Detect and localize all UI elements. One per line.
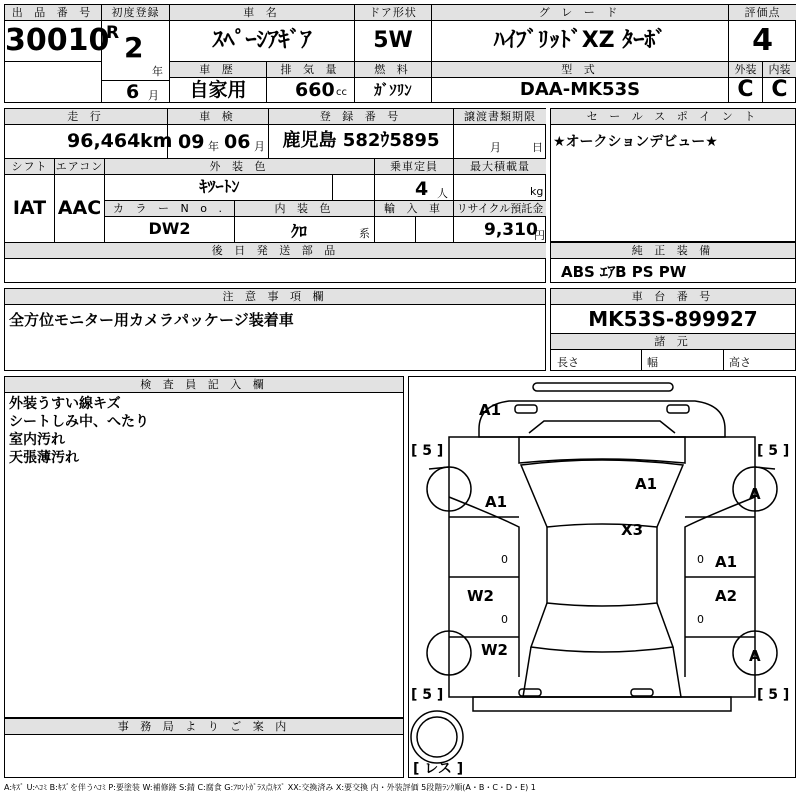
door-cell [355,5,432,62]
transfer-deadline-label: 譲渡書類期限 [454,109,546,125]
capacity-value: 4 [415,178,429,200]
sales-point-label: セ ー ル ス ポ イ ン ト [551,109,795,125]
tread-front-left: [ 5 ] [411,443,444,459]
capacity-unit: 人 [437,187,448,200]
inspector-line-2: シートしみ中、へたり [9,414,149,430]
grade-cell [432,5,729,62]
mark-left-front-door: W2 [467,587,494,605]
aircon-value: AAC [57,197,102,219]
fuel-label: 燃 料 [355,62,431,78]
width-label: 幅 [647,356,658,369]
legend: A:ｷｽﾞ U:ﾍｺﾐ B:ｷｽﾞを伴うﾍｺﾐ P:要塗装 W:補修跡 S:錆 C:腐食 G:ﾌﾛﾝﾄｶﾞﾗｽ点ｷｽﾞ XX:交換済み X:要交換 内・外装評価 5段階ﾗﾝｸ順(A・B・C・D・E) 1 [4,783,536,792]
transfer-day: 日 [532,141,543,154]
aircon-cell [55,159,105,243]
max-load-unit: kg [530,185,544,198]
mark-right-rear-wheel: A [749,647,761,665]
notes-box [4,288,546,371]
month-value: 6 [126,81,140,103]
displacement-cell [267,62,355,103]
office-box [4,718,404,778]
equipment-label: 純 正 装 備 [551,243,795,259]
zero-left-rear: 0 [501,613,508,626]
year-value: 2 [124,31,144,64]
model-value: DAA-MK53S [519,79,641,100]
exterior-color-value: ｷﾂｰﾄﾝ [199,177,240,196]
mark-hood: A1 [635,475,658,493]
interior-grade-cell [763,62,796,103]
shift-label: シフト [5,159,54,175]
tread-rear-right: [ 5 ] [757,687,790,703]
inspection-cell [168,109,269,159]
capacity-cell [375,159,454,201]
transfer-month: 月 [490,141,501,154]
exterior-grade-cell [729,62,763,103]
sales-point-box [550,108,796,242]
car-name-label: 車 名 [170,5,354,21]
car-diagram-svg [409,377,795,777]
inspector-line-4: 天張薄汚れ [9,450,79,466]
color-number-label: カ ラ ー N o . [105,201,234,217]
later-parts-cell [5,243,546,283]
interior-grade-label: 内装 [763,62,796,78]
month-unit: 月 [148,89,159,102]
recycle-value: 9,310 [484,220,538,240]
chassis-label: 車 台 番 号 [551,289,795,305]
exterior-color-cell [105,159,375,201]
mark-windshield: X3 [621,521,644,539]
mark-front-bumper: A1 [479,401,502,419]
history-cell [170,62,267,103]
displacement-unit: cc [336,87,347,98]
recycle-label: リサイクル預託金 [454,201,546,217]
chassis-box [550,288,796,371]
registration-value: 鹿児島 582ｳ5895 [282,130,440,151]
mileage-unit: km [140,130,173,152]
mark-right-front-door: A2 [715,587,738,605]
max-load-label: 最大積載量 [454,159,546,175]
score-cell [729,5,796,62]
specs-label: 諸 元 [551,334,795,350]
zero-right-front: 0 [697,553,704,566]
interior-color-value: ｸﾛ [291,222,308,241]
aircon-label: エアコン [55,160,104,173]
registration-label: 登 録 番 号 [269,109,453,125]
mark-left-front-fender: A1 [485,493,508,511]
fuel-value: ｶﾞｿﾘﾝ [374,81,412,99]
mileage-value: 96,464 [67,130,141,152]
lot-number-blank [5,62,102,103]
inspector-line-3: 室内汚れ [9,432,65,448]
registration-cell [269,109,454,159]
equipment-text: ABS ｴｱB PS PW [561,263,687,281]
grade-value: ﾊｲﾌﾞﾘｯﾄﾞXZ ﾀｰﾎﾞ [493,28,667,53]
history-value: 自家用 [189,79,247,101]
recycle-cell [454,201,546,243]
shift-value: IAT [12,197,47,219]
score-value: 4 [752,23,773,58]
car-name-cell [170,5,355,62]
inspection-month-unit: 月 [254,140,265,153]
interior-color-label: 内 装 色 [235,201,374,217]
length-label: 長さ [557,356,579,369]
chassis-value: MK53S-899927 [551,305,795,334]
equipment-box [550,242,796,283]
lot-number-cell [5,5,110,62]
interior-grade-value: C [771,77,788,102]
grade-label: グ レ ー ド [432,5,728,21]
year-unit: 年 [152,65,163,78]
inspection-year-unit: 年 [208,140,219,153]
interior-color-cell [235,201,375,243]
import-label: 輸 入 車 [375,201,453,217]
inspection-label: 車 検 [168,109,268,125]
model-cell [432,62,729,103]
exterior-color-label: 外 装 色 [105,159,374,175]
inspector-box [4,376,404,718]
door-value: 5W [373,28,413,53]
mark-right-front-fender: A1 [715,553,738,571]
inspector-label: 検 査 員 記 入 欄 [5,377,403,393]
recycle-unit: 円 [534,229,545,242]
office-label: 事 務 局 よ り ご 案 内 [5,719,403,735]
score-label: 評価点 [729,5,796,21]
exterior-grade-label: 外装 [729,62,762,78]
fuel-cell [355,62,432,103]
inspection-year: 09 [178,131,205,153]
mark-left-rear-door: W2 [481,641,508,659]
later-parts-label: 後 日 発 送 部 品 [5,243,546,259]
tread-front-right: [ 5 ] [757,443,790,459]
damage-diagram [408,376,796,778]
height-label: 高さ [729,356,751,369]
era-value: R [106,23,120,43]
notes-text: 全方位モニター用カメラパッケージ装着車 [9,311,294,329]
interior-color-unit: 系 [359,227,370,240]
spare-tire-mark: [ レス ] [413,761,464,777]
model-label: 型 式 [432,62,728,78]
capacity-label: 乗車定員 [375,159,453,175]
tread-rear-left: [ 5 ] [411,687,444,703]
inspection-month: 06 [224,131,251,153]
zero-right-rear: 0 [697,613,704,626]
import-cell [375,201,454,243]
first-registration-cell [102,5,170,103]
color-number-cell [105,201,235,243]
mileage-cell [5,109,173,159]
sales-point-text: ★オークションデビュー★ [553,134,718,150]
lot-number-value: 30010 [5,23,110,58]
shift-cell [5,159,55,243]
header-block [4,4,796,103]
details-block [4,108,546,283]
history-label: 車 歴 [170,62,266,78]
door-label: ドア形状 [355,5,431,21]
inspector-line-1: 外装うすい線キズ [9,396,121,412]
transfer-deadline-cell [454,109,546,159]
displacement-label: 排 気 量 [267,62,354,78]
zero-left-front: 0 [501,553,508,566]
car-name-value: ｽﾍﾟｰｼｱｷﾞｱ [212,28,312,53]
mark-right-front-wheel: A [749,485,761,503]
notes-label: 注 意 事 項 欄 [5,289,545,305]
exterior-grade-value: C [737,77,754,102]
mileage-label: 走 行 [5,109,167,125]
color-number-value: DW2 [148,219,191,238]
displacement-value: 660 [295,79,335,101]
lot-number-label: 出 品 番 号 [5,5,101,21]
max-load-cell [454,159,546,201]
first-registration-label: 初度登録 [102,5,169,21]
